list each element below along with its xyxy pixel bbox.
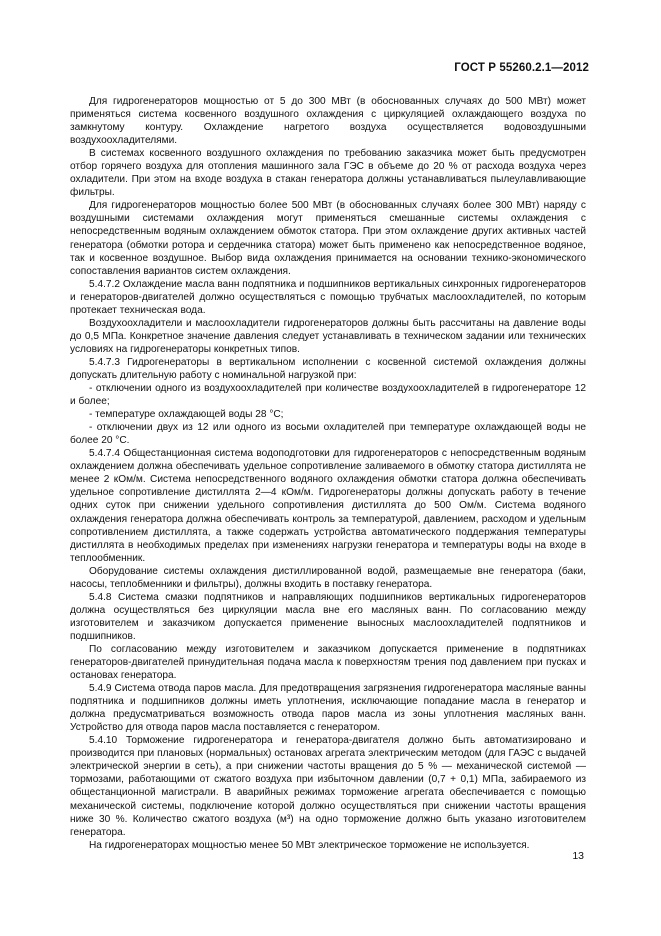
list-item: - отключении одного из воздухоохладителей при количестве воздухоохладителей в гидрогенераторе 12 и более; <box>70 383 586 408</box>
section-paragraph-5-4-7-2: 5.4.7.2 Охлаждение масла ванн подпятника и подшипников вертикальных синхронных гидрогенераторов и генераторов-двигателей должно осуществляться с помощью трубчатых маслоохладителей, по которым протекает техническая вода. <box>70 278 586 316</box>
page-number: 13 <box>572 850 584 862</box>
paragraph: На гидрогенераторах мощностью менее 50 МВт электрическое торможение не используется. <box>89 839 530 851</box>
paragraph: Для гидрогенераторов мощностью более 500 МВт (в обоснованных случаях более 300 МВт) наряду с воздушными системами охлаждения могут применяться смешанные системы охлаждения с непосредственным водяным охлаждением обмоток статора. При этом охлаждение других активных частей генератора (обмотки ротора и сердечника статора) может быть применено как непосредственное водяное, так и косвенное воздушное. Выбор вида охлаждения принимается на основании технико-экономического сопоставления вариантов систем охлаждения. <box>70 200 586 277</box>
document-body <box>70 95 586 852</box>
list-item: - отключении двух из 12 или одного из восьми охладителей при температуре охлаждающей воды не более 20 °С. <box>70 422 586 447</box>
paragraph: Воздухоохладители и маслоохладители гидрогенераторов должны быть рассчитаны на давление воды до 0,5 МПа. Конкретное значение давления следует устанавливать в техническом задании или технических условиях на гидрогенераторы конкретных типов. <box>70 317 586 355</box>
paragraph: Оборудование системы охлаждения дистиллированной водой, размещаемые вне генератора (баки, насосы, теплобменники и фильтры), должны входить в поставку генератора. <box>70 565 586 590</box>
paragraph: Для гидрогенераторов мощностью от 5 до 300 МВт (в обоснованных случаях до 500 МВт) может применяться система косвенного воздушного охлаждения с циркуляцией охлаждающего воздуха по замкнутому контуру. Охлаждение нагретого воздуха осуществляется водовоздушными воздухоохладителями. <box>70 96 586 147</box>
section-paragraph-5-4-7-3: 5.4.7.3 Гидрогенераторы в вертикальном исполнении с косвенной системой охлаждения должны допускать длительную работу с номинальной нагрузкой при: <box>70 356 586 381</box>
list-item: - температуре охлаждающей воды 28 °С; <box>89 409 284 421</box>
section-paragraph-5-4-8: 5.4.8 Система смазки подпятников и направляющих подшипников вертикальных гидрогенераторов должна осуществляться без циркуляции масла вне его масляных ванн. По согласованию между изготовителем и заказчиком допускается применение выносных маслоохладителей подпятников и подшипников. <box>70 591 586 642</box>
paragraph: По согласованию между изготовителем и заказчиком допускается применение в подпятниках генераторов-двигателей принудительная подача масла к поверхностям трения под давлением при пусках и остановах генератора. <box>70 643 586 682</box>
section-paragraph-5-4-10: 5.4.10 Торможение гидрогенератора и генератора-двигателя должно быть автоматизировано и производится при плановых (нормальных) остановах агрегата электрическим методом (для ГАЭС с выдачей электрической энергии в сеть), а при снижении частоты вращения до 5 % — механической системой — тормозами, работающими от сжатого воздуха при избыточном давлении (0,7 + 0,1) МПа, забираемого из общестанционной магистрали. В аварийных режимах торможение агрегата обеспечивается с помощью механической системы, подключение которой должно осуществляться при снижении частоты вращения ниже 30 %. Количество сжатого воздуха (м³) на одно торможение должно быть указано изготовителем генератора. <box>70 735 586 838</box>
section-paragraph-5-4-7-4: 5.4.7.4 Общестанционная система водоподготовки для гидрогенераторов с непосредственным водяным охлаждением должна обеспечивать удельное сопротивление заливаемого в обмотку статора дистиллята не менее 2 кОм/м. Система непосредственного водяного охлаждения обмотки статора должна обеспечивать удельное сопротивление дистиллята 2—4 кОм/м. Гидрогенераторы должны допускать работу в течение одних суток при снижении удельного сопротивления дистиллята до 500 Ом/м. Система водяного охлаждения генератора должна обеспечивать контроль за температурой, давлением, расходом и удельным сопротивлением дистиллята, а также содержать устройства автоматического поддержания температуры дистиллята в необходимых пределах при изменениях нагрузки генератора и температуры воды на входе в теплообменник. <box>70 448 586 564</box>
section-paragraph-5-4-9: 5.4.9 Система отвода паров масла. Для предотвращения загрязнения гидрогенератора масляные ванны подпятника и подшипников должны иметь уплотнения, исключающие попадание масла в генератор и должна предусматриваться возможность отвода паров масла из зоны уплотнения масляных ванн. Устройство для отвода паров масла поставляется с генератором. <box>70 683 586 734</box>
paragraph: В системах косвенного воздушного охлаждения по требованию заказчика может быть предусмотрен отбор горячего воздуха для отопления машинного зала ГЭС в объеме до 20 % от расхода воздуха через охладители. При этом на входе воздуха в стакан генератора должны устанавливаться пылеулавливающие фильтры. <box>70 148 586 199</box>
document-header-code: ГОСТ Р 55260.2.1—2012 <box>454 62 589 74</box>
